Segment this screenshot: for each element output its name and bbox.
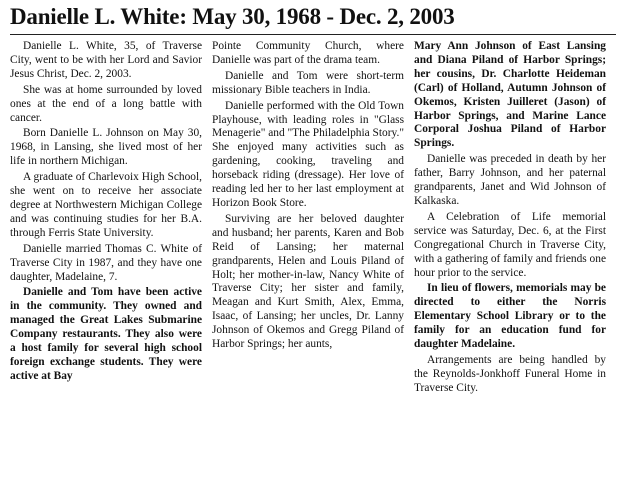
column-2 — [212, 40, 404, 398]
paragraph: She was at home surrounded by loved ones at the end of a long battle with cancer. — [10, 83, 202, 124]
paragraph: A Celebration of Life memorial service was Saturday, Dec. 6, at the First Congregational Church in Traverse City, with a gathering of family and friends one hour prior to the service. — [414, 210, 607, 279]
headline: Danielle L. White: May 30, 1968 - Dec. 2, 2003 — [10, 4, 455, 29]
paragraph: Danielle married Thomas C. White of Traverse City in 1987, and they have one daughter, Madelaine, 7. — [10, 242, 202, 283]
paragraph: Surviving are her beloved daughter and husband; her parents, Karen and Bob Reid of Lansing; her maternal grandparents, Helen and Louis Piland of Holt; her mother-in-law, Nancy White of Traverse City; her sister and family, Meagan and Kurt Smith, Alex, Emma, Isaac, of Lansing; her uncles, Dr. Lanny Johnson of Okemos and Gregg Piland of Harbor Springs; her aunts, — [212, 212, 404, 351]
column-3 — [414, 40, 606, 398]
paragraph: Arrangements are being handled by the Reynolds-Jonkhoff Funeral Home in Traverse City. — [414, 353, 606, 394]
paragraph: Danielle and Tom have been active in the community. They owned and managed the Great Lakes Submarine Company restaurants. They also were a host family for several high school foreign exchange students. They were active at Bay — [10, 286, 202, 382]
paragraph: Pointe Community Church, where Danielle was part of the drama team. — [212, 40, 404, 66]
headline-rule — [10, 34, 616, 35]
paragraph: Danielle was preceded in death by her father, Barry Johnson, and her paternal grandparents, Janet and Wid Johnson of Kalkaska. — [414, 153, 606, 207]
article-columns — [10, 40, 616, 398]
paragraph: Danielle performed with the Old Town Playhouse, with leading roles in "Glass Menagerie" and "The Philadelphia Story." She enjoyed many activities such as gardening, cooking, traveling and horseback riding (dressage). Her love of reading led her to her last employment at Horizon Book Store. — [212, 99, 404, 209]
paragraph: Mary Ann Johnson of East Lansing and Diana Piland of Harbor Springs; her cousins, Dr. Charlotte Heideman (Carl) of Holland, Autumn Johnson of Okemos, Kristen Juilleret (Jason) of Harbor Springs, and Marine Lance Corporal Joshua Piland of Harbor Springs. — [414, 40, 606, 150]
column-1 — [10, 40, 202, 398]
paragraph: A graduate of Charlevoix High School, she went on to receive her associate degree at Northwestern Michigan College and was continuing studies for her B.A. through Ferris State University. — [10, 171, 202, 239]
paragraph: In lieu of flowers, memorials may be directed to either the Norris Elementary School Library or to the family for an education fund for daughter Madelaine. — [414, 282, 606, 351]
paragraph: Danielle and Tom were short-term missionary Bible teachers in India. — [212, 69, 404, 96]
paragraph: Danielle L. White, 35, of Traverse City, went to be with her Lord and Savior Jesus Christ, Dec. 2, 2003. — [10, 40, 202, 80]
paragraph: Born Danielle L. Johnson on May 30, 1968, in Lansing, she lived most of her life in northern Michigan. — [10, 127, 202, 168]
